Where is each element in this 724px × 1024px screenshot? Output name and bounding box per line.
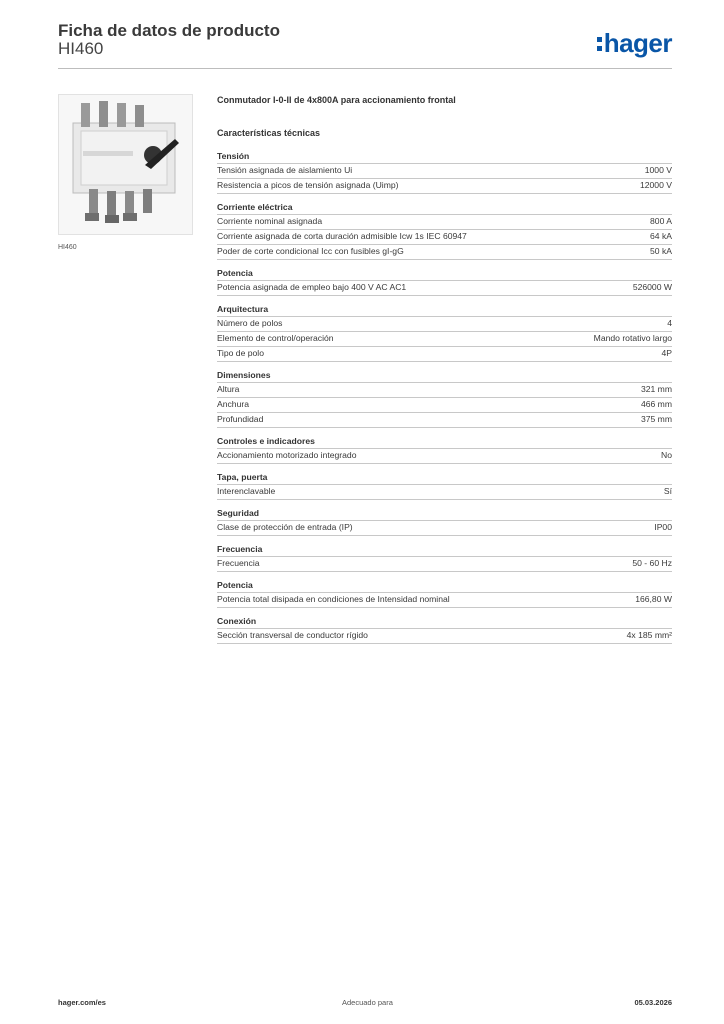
footer-suitable-for: Adecuado para (342, 998, 393, 1007)
spec-value: 1000 V (644, 165, 672, 175)
spec-label: Frecuencia (217, 558, 260, 568)
spec-section (217, 472, 672, 500)
spec-value: 64 kA (650, 231, 672, 241)
logo-dots-icon (597, 35, 602, 53)
spec-row (217, 332, 672, 347)
product-content (217, 95, 672, 652)
spec-value: 4x 185 mm² (626, 630, 672, 640)
spec-row (217, 629, 672, 644)
specs-list (217, 151, 672, 644)
spec-section (217, 580, 672, 608)
spec-value: Sí (663, 486, 672, 496)
footer-website: hager.com/es (58, 998, 106, 1007)
spec-label: Sección transversal de conductor rígido (217, 630, 368, 640)
spec-label: Corriente asignada de corta duración admisible Icw 1s IEC 60947 (217, 231, 467, 241)
spec-row (217, 215, 672, 230)
spec-label: Potencia total disipada en condiciones de Intensidad nominal (217, 594, 450, 604)
spec-value: 166,80 W (635, 594, 672, 604)
spec-label: Tensión asignada de aislamiento Ui (217, 165, 353, 175)
spec-section-title: Tapa, puerta (217, 472, 672, 485)
brand-logo (597, 28, 672, 59)
spec-value: Mando rotativo largo (593, 333, 672, 343)
spec-label: Clase de protección de entrada (IP) (217, 522, 353, 532)
specs-title: Características técnicas (217, 128, 321, 138)
spec-row (217, 317, 672, 332)
spec-label: Accionamiento motorizado integrado (217, 450, 357, 460)
spec-section (217, 436, 672, 464)
spec-value: 12000 V (639, 180, 672, 190)
spec-row (217, 485, 672, 500)
spec-value: No (661, 450, 672, 460)
spec-section (217, 544, 672, 572)
spec-row (217, 449, 672, 464)
spec-row (217, 164, 672, 179)
brand-name: hager (603, 28, 672, 58)
spec-section-title: Dimensiones (217, 370, 672, 383)
spec-value: 321 mm (640, 384, 672, 394)
spec-row (217, 398, 672, 413)
spec-label: Interenclavable (217, 486, 276, 496)
spec-value: 4 (667, 318, 672, 328)
spec-label: Profundidad (217, 414, 264, 424)
spec-value: 4P (661, 348, 672, 358)
spec-row (217, 347, 672, 362)
spec-label: Anchura (217, 399, 250, 409)
header-divider (58, 68, 672, 69)
image-caption: HI460 (58, 244, 77, 251)
footer-date: 05.03.2026 (634, 998, 672, 1007)
spec-row (217, 593, 672, 608)
spec-section-title: Tensión (217, 151, 672, 164)
spec-row (217, 557, 672, 572)
spec-label: Elemento de control/operación (217, 333, 334, 343)
spec-label: Resistencia a picos de tensión asignada (Uimp) (217, 180, 399, 190)
spec-section-title: Conexión (217, 616, 672, 629)
spec-section (217, 304, 672, 362)
spec-section (217, 268, 672, 296)
spec-value: 375 mm (640, 414, 672, 424)
spec-section-title: Corriente eléctrica (217, 202, 672, 215)
spec-section (217, 508, 672, 536)
product-code: HI460 (58, 39, 104, 58)
spec-section (217, 202, 672, 260)
spec-label: Poder de corte condicional Icc con fusibles gI-gG (217, 246, 404, 256)
spec-label: Número de polos (217, 318, 283, 328)
product-image (58, 94, 193, 235)
spec-row (217, 230, 672, 245)
spec-value: 50 - 60 Hz (632, 558, 672, 568)
switch-disconnector-illustration (59, 95, 192, 234)
spec-label: Corriente nominal asignada (217, 216, 323, 226)
spec-section-title: Potencia (217, 268, 672, 281)
product-description: Conmutador I-0-II de 4x800A para accionamiento frontal (217, 95, 456, 105)
spec-row (217, 179, 672, 194)
spec-label: Tipo de polo (217, 348, 264, 358)
page-title: Ficha de datos de producto (58, 21, 280, 40)
spec-value: 526000 W (632, 282, 672, 292)
spec-section-title: Potencia (217, 580, 672, 593)
spec-label: Altura (217, 384, 240, 394)
spec-row (217, 245, 672, 260)
spec-section (217, 616, 672, 644)
spec-section-title: Controles e indicadores (217, 436, 672, 449)
spec-row (217, 383, 672, 398)
spec-section-title: Seguridad (217, 508, 672, 521)
spec-label: Potencia asignada de empleo bajo 400 V AC AC1 (217, 282, 407, 292)
spec-row (217, 413, 672, 428)
spec-value: 800 A (650, 216, 672, 226)
spec-section (217, 151, 672, 194)
spec-section-title: Arquitectura (217, 304, 672, 317)
spec-row (217, 281, 672, 296)
spec-value: 50 kA (650, 246, 672, 256)
spec-section-title: Frecuencia (217, 544, 672, 557)
spec-row (217, 521, 672, 536)
spec-value: 466 mm (640, 399, 672, 409)
spec-value: IP00 (654, 522, 672, 532)
spec-section (217, 370, 672, 428)
